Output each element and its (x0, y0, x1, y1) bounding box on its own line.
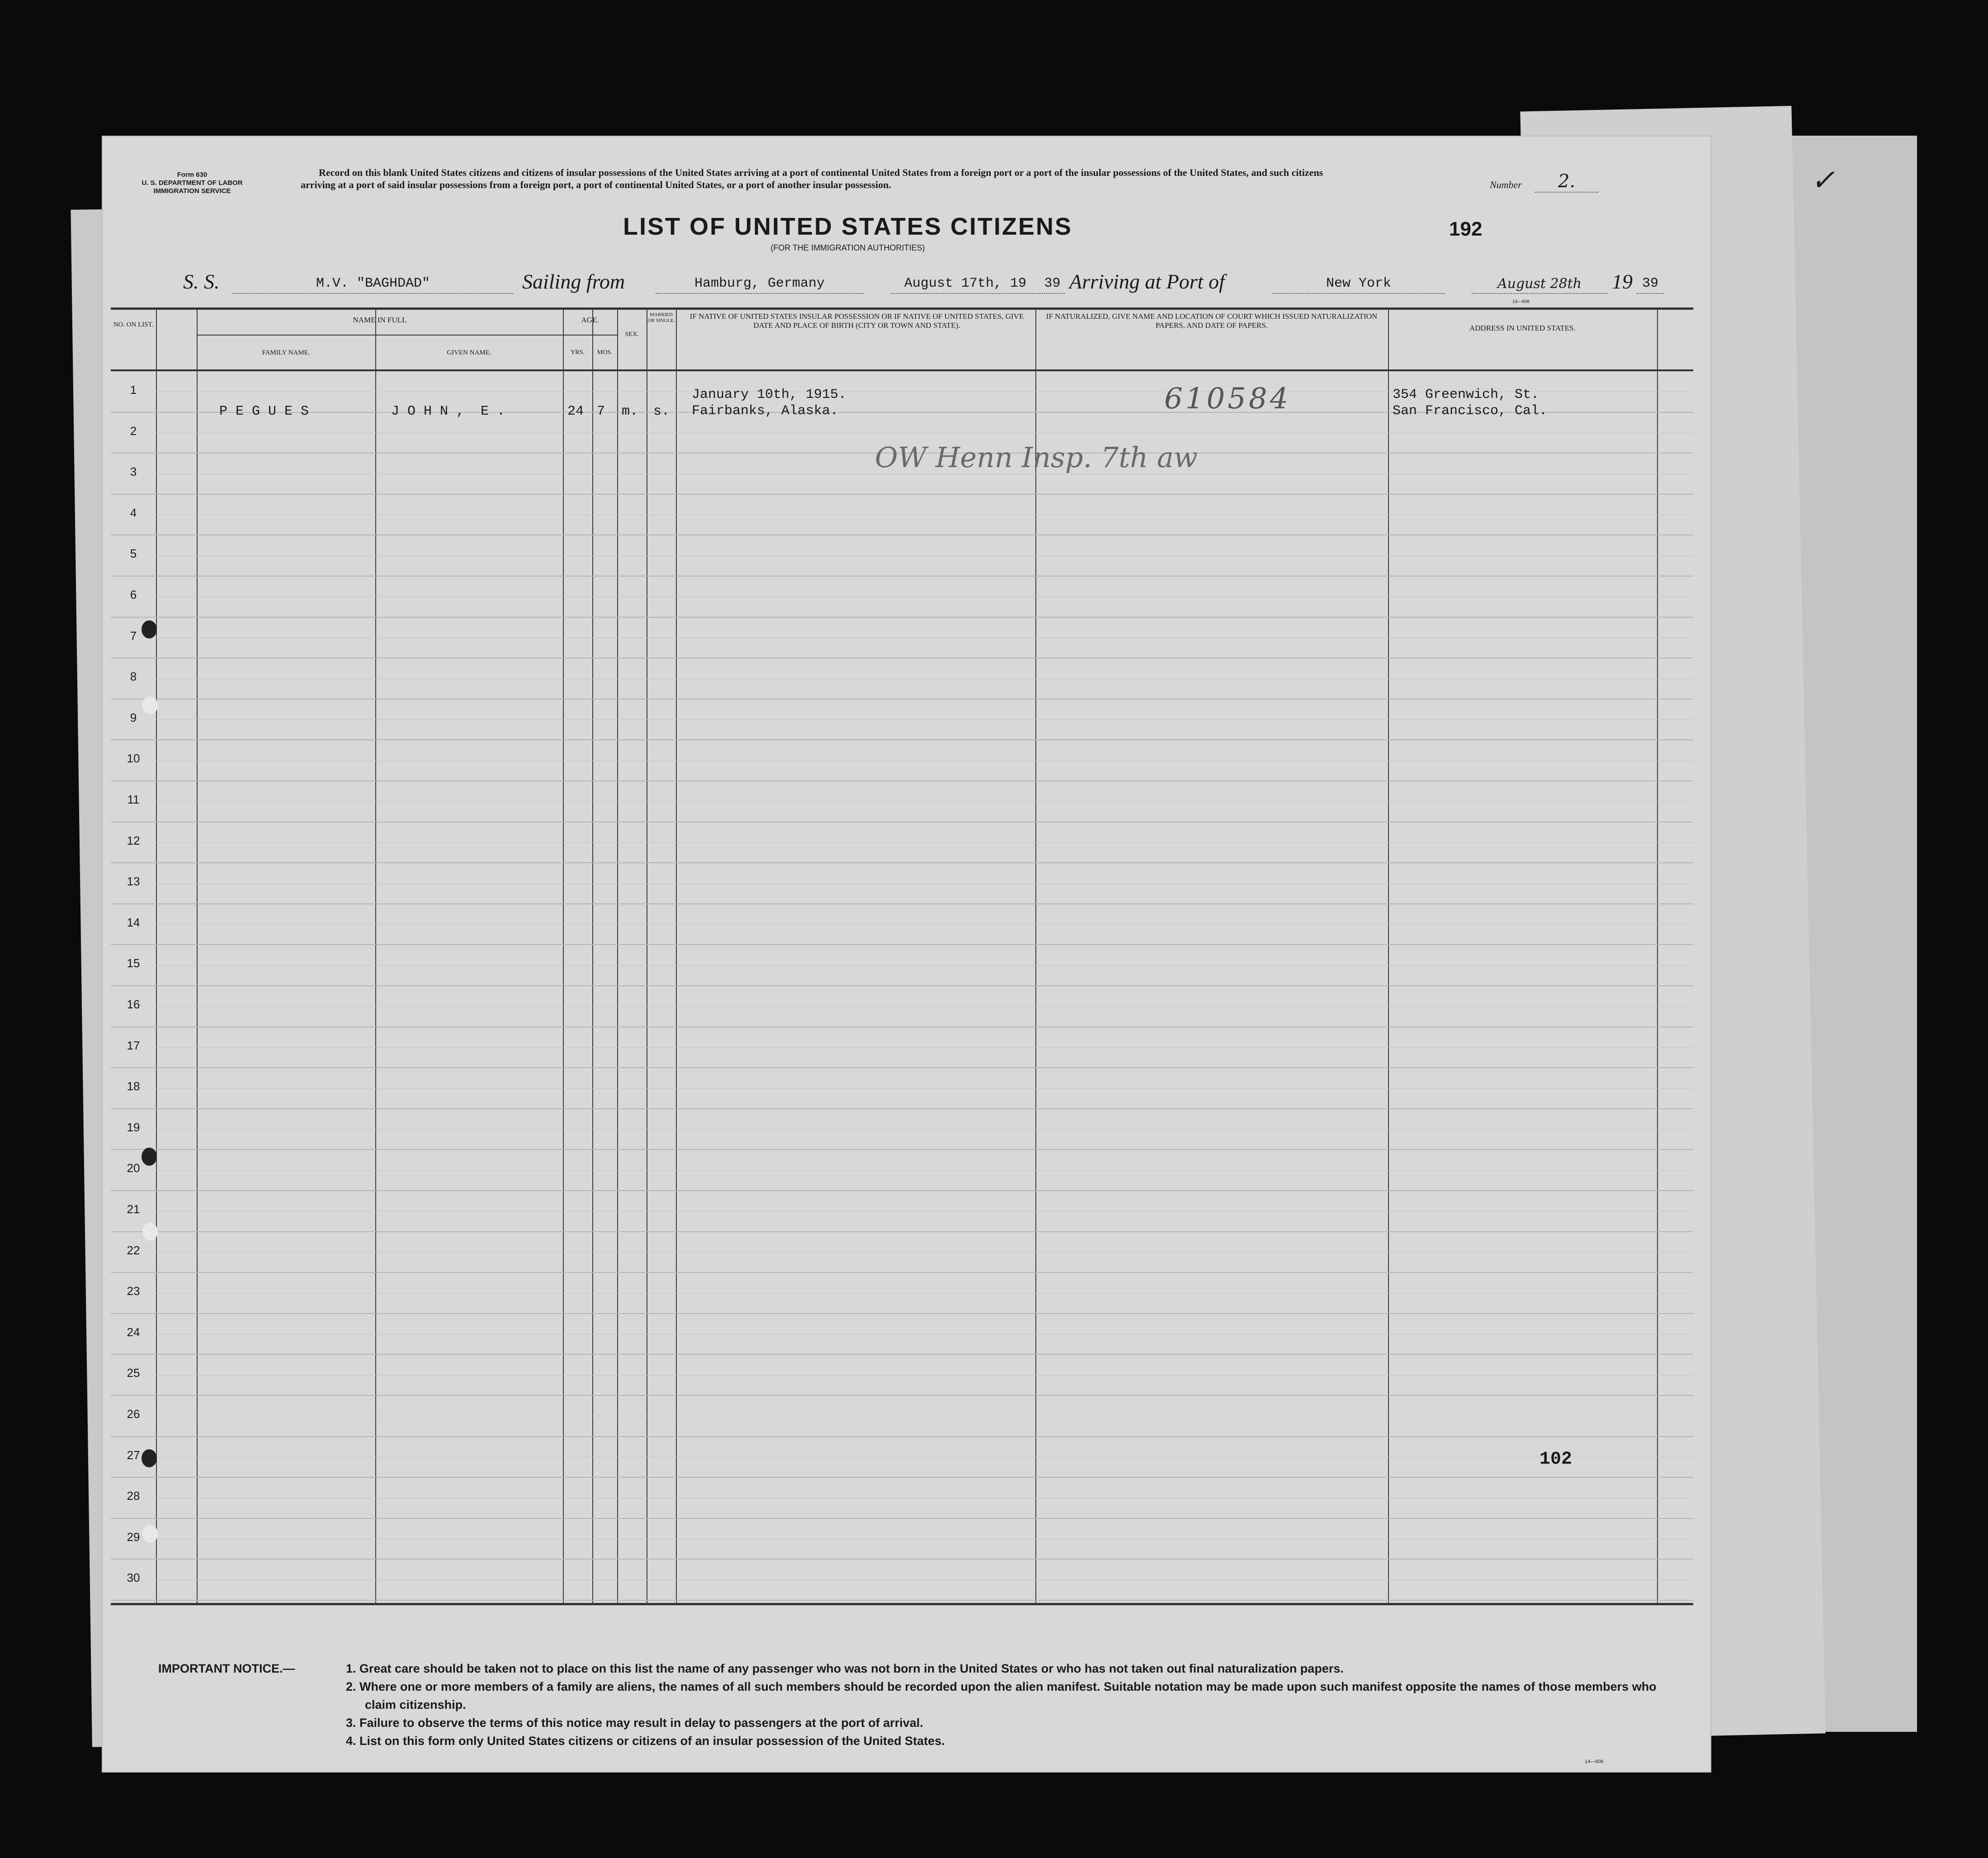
row-number: 23 (127, 1284, 140, 1298)
row-rule (111, 576, 1693, 577)
row-rule (111, 494, 1693, 495)
header-no: NO. ON LIST. (113, 321, 154, 328)
row-subrule (156, 965, 1693, 966)
row-rule (111, 1559, 1693, 1560)
row-number: 19 (127, 1120, 140, 1134)
arriving-date: August 28th (1472, 276, 1607, 294)
header-birth: IF NATIVE OF UNITED STATES INSULAR POSSESSION OR IF NATIVE OF UNITED STATES, GIVE DATE AND PLACE OF BIRTH (CITY OR TOWN AND STATE). (689, 312, 1024, 330)
page-stamp: 102 (1539, 1449, 1572, 1470)
header-yrs: YRS. (571, 349, 585, 356)
row-subrule (156, 1170, 1693, 1171)
row-number: 1 (130, 383, 137, 397)
entry-birth-place: Fairbanks, Alaska. (692, 403, 839, 419)
form-instructions: Record on this blank United States citizens and citizens of insular possessions of the United States arriving at a port of continental United States from a foreign port or a port of the insular possessions of the United States, and such citizens arriving at a port of said insular possessions from a foreign port, a port of continental United States, or a port of another insular possession. (301, 167, 1323, 190)
row-rule (111, 1231, 1693, 1232)
sailing-year: 39 (1040, 276, 1065, 294)
row-rule (111, 1067, 1693, 1068)
row-rule (111, 739, 1693, 740)
punch-hole (142, 620, 157, 638)
row-rule (111, 1600, 1693, 1601)
row-rule (111, 657, 1693, 658)
notice-item-1: 1. Great care should be taken not to place on this list the name of any passenger who was not born in the United States or who has not taken out final naturalization papers. (346, 1662, 1344, 1675)
row-rule (111, 944, 1693, 945)
sailing-port: Hamburg, Germany (656, 276, 864, 294)
row-rule (111, 903, 1693, 904)
notice-item-4: 4. List on this form only United States citizens or citizens of an insular possession of the United States. (346, 1734, 945, 1748)
row-rule (111, 1436, 1693, 1437)
arriving-year: 39 (1637, 276, 1664, 294)
table-top-rule (111, 307, 1693, 310)
notice-item-3: 3. Failure to observe the terms of this notice may result in delay to passengers at the port of arrival. (346, 1716, 923, 1730)
ss-label: S. S. (183, 270, 220, 293)
subheader-rule (197, 335, 617, 336)
col-rule (592, 307, 593, 1605)
arriving-label: Arriving at Port of (1069, 270, 1225, 293)
row-number: 4 (130, 506, 137, 520)
footer-print-code: 14—606 (1585, 1759, 1604, 1764)
punch-hole (142, 1525, 158, 1543)
row-rule (111, 780, 1693, 781)
punch-hole (142, 1148, 157, 1166)
row-rule (111, 1190, 1693, 1191)
row-number: 25 (127, 1366, 140, 1380)
notice-item-2: 2. Where one or more members of a family are aliens, the names of all such members should be recorded upon the alien manifest. Suitable notation may be made upon such manifest opposite the names of those members who claim citizenship. (346, 1680, 1657, 1711)
row-number: 11 (127, 793, 140, 806)
row-rule (111, 1477, 1693, 1478)
col-rule (197, 307, 198, 1605)
punch-hole (142, 1223, 158, 1241)
row-subrule (156, 801, 1693, 802)
punch-hole (142, 696, 158, 714)
row-number: 10 (127, 752, 140, 766)
row-number: 12 (127, 833, 140, 847)
arriving-century: 19 (1612, 270, 1633, 293)
department-name: U. S. DEPARTMENT OF LABOR (142, 179, 243, 187)
row-rule (111, 1149, 1693, 1150)
row-number: 2 (130, 424, 137, 438)
row-number: 20 (127, 1161, 140, 1175)
col-rule (375, 307, 376, 1605)
entry-family-name: P E G U E S (219, 404, 309, 419)
row-number: 29 (127, 1530, 140, 1544)
header-mos: MOS. (597, 349, 613, 356)
number-label: Number (1490, 179, 1522, 190)
row-subrule (156, 596, 1693, 597)
sailing-date: August 17th, 19 (891, 276, 1040, 294)
service-name: IMMIGRATION SERVICE (153, 187, 231, 195)
row-number: 13 (127, 875, 140, 889)
row-rule (111, 1272, 1693, 1273)
row-rule (111, 1395, 1693, 1396)
row-subrule (156, 1006, 1693, 1007)
row-rule (111, 1313, 1693, 1314)
entry-address-street: 354 Greenwich, St. (1393, 387, 1539, 402)
row-subrule (156, 1252, 1693, 1253)
row-number: 18 (127, 1079, 140, 1093)
row-rule (111, 534, 1693, 535)
entry-marital: s. (653, 404, 670, 419)
col-rule (156, 307, 157, 1605)
print-code: 14—608 (1512, 299, 1530, 304)
header-age: AGE. (581, 316, 599, 324)
row-rule (111, 699, 1693, 700)
header-bottom-rule (111, 369, 1693, 371)
form-number: Form 630 (177, 171, 208, 179)
header-given-name: GIVEN NAME. (447, 349, 491, 356)
header-married-single: MARRIED OR SINGLE. (647, 312, 675, 323)
col-rule (1035, 307, 1036, 1605)
row-number: 24 (127, 1325, 140, 1339)
header-family-name: FAMILY NAME. (262, 349, 310, 356)
header-name-in-full: NAME IN FULL (353, 316, 407, 324)
row-subrule (156, 1375, 1693, 1376)
header-naturalized: IF NATURALIZED, GIVE NAME AND LOCATION OF COURT WHICH ISSUED NATURALIZATION PAPERS, AND DATE OF PAPERS. (1046, 312, 1378, 330)
row-subrule (156, 1088, 1693, 1089)
row-number: 22 (127, 1243, 140, 1257)
entry-birth-date: January 10th, 1915. (692, 387, 847, 402)
row-number: 17 (127, 1038, 140, 1052)
entry-age-months: 7 (597, 404, 605, 419)
manifest-page (102, 136, 1835, 1773)
table-bottom-rule (111, 1603, 1693, 1605)
row-number: 21 (127, 1202, 140, 1216)
row-subrule (156, 1498, 1693, 1499)
row-rule (111, 1354, 1693, 1355)
row-number: 15 (127, 956, 140, 970)
col-rule (676, 307, 677, 1605)
form-title: LIST OF UNITED STATES CITIZENS (623, 213, 1072, 240)
row-number: 16 (127, 998, 140, 1011)
entry-sex: m. (622, 404, 638, 419)
row-number: 9 (130, 710, 137, 724)
vessel-name: M.V. "BAGHDAD" (233, 276, 513, 294)
row-number: 7 (130, 629, 137, 643)
entry-given-name: J O H N , E . (391, 404, 505, 419)
row-subrule (156, 924, 1693, 925)
sheet-number: 192 (1449, 218, 1483, 240)
row-rule (111, 1026, 1693, 1027)
entry-address-city: San Francisco, Cal. (1393, 403, 1548, 419)
row-number: 5 (130, 547, 137, 561)
check-mark: ✓ (1811, 164, 1835, 196)
row-subrule (156, 842, 1693, 843)
row-rule (111, 822, 1693, 823)
row-number: 8 (130, 670, 137, 684)
punch-hole (142, 1449, 157, 1467)
row-number: 6 (130, 588, 137, 601)
sailing-label: Sailing from (522, 270, 625, 293)
entry-naturalization-number: 610584 (1164, 382, 1291, 416)
arriving-port: New York (1273, 276, 1445, 294)
col-rule (617, 307, 618, 1605)
row-number: 14 (127, 915, 140, 929)
notice-items (346, 1659, 1684, 1750)
row-rule (111, 862, 1693, 863)
row-rule (111, 617, 1693, 618)
row-number: 3 (130, 465, 137, 479)
inspector-annotation: OW Henn Insp. 7th aw (875, 441, 1198, 474)
voyage-line (183, 267, 1747, 294)
header-address: ADDRESS IN UNITED STATES. (1469, 324, 1576, 332)
row-subrule (156, 1293, 1693, 1294)
row-number: 28 (127, 1489, 140, 1503)
col-rule (563, 307, 564, 1605)
notice-lead: IMPORTANT NOTICE.— (158, 1662, 295, 1675)
form-identifier (133, 171, 251, 195)
number-value: 2. (1535, 171, 1598, 193)
entry-age-years: 24 (567, 404, 584, 419)
row-number: 26 (127, 1407, 140, 1421)
row-rule (111, 1108, 1693, 1109)
citizens-table (111, 307, 1693, 1605)
row-rule (111, 1518, 1693, 1519)
col-rule (1657, 307, 1658, 1605)
row-subrule (156, 719, 1693, 720)
header-sex: SEX. (625, 331, 639, 338)
row-rule (111, 985, 1693, 986)
row-subrule (156, 1129, 1693, 1130)
row-number: 27 (127, 1448, 140, 1462)
row-number: 30 (127, 1571, 140, 1585)
row-subrule (156, 1047, 1693, 1048)
form-subtitle: (FOR THE IMMIGRATION AUTHORITIES) (770, 243, 925, 252)
col-rule (1388, 307, 1389, 1605)
